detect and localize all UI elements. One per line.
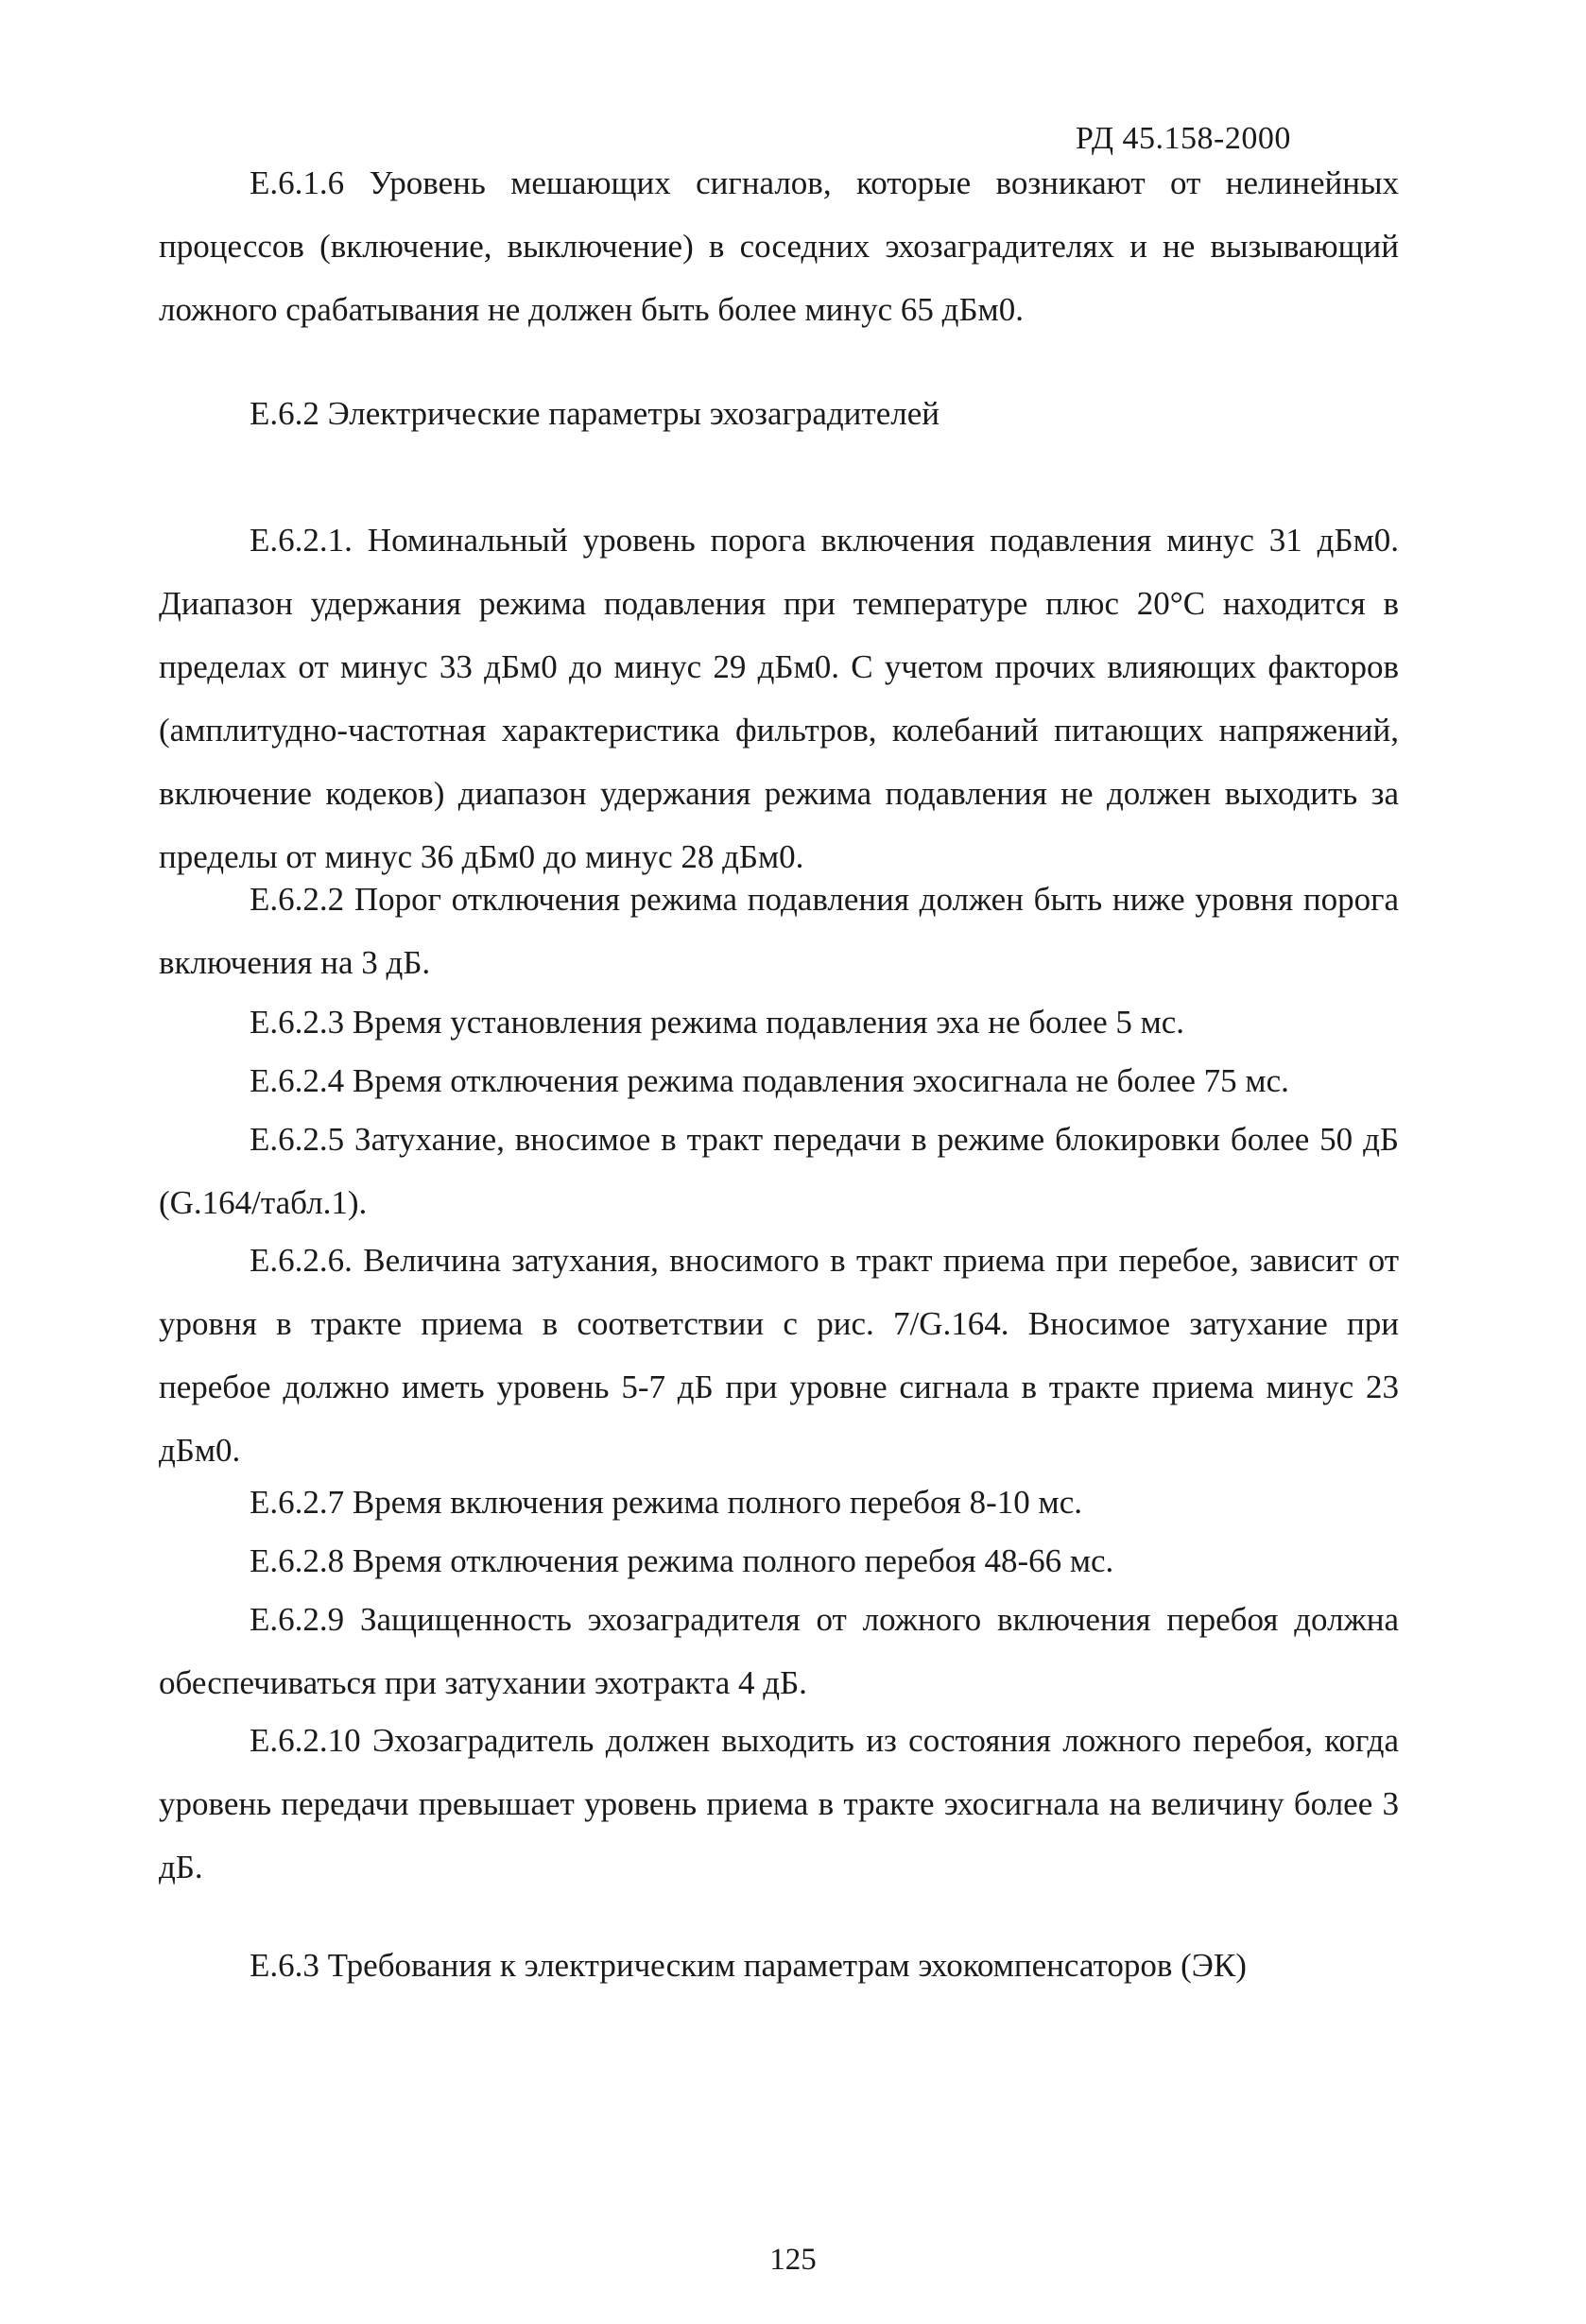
section-heading-e-6-2: Е.6.2 Электрические параметры эхозаградителей [250,395,940,432]
paragraph-e-6-2-10: Е.6.2.10 Эхозаградитель должен выходить из состояния ложного перебоя, когда уровень передачи превышает уровень приема в тракте эхосигнала на величину более 3 дБ. [159,1722,1399,1885]
paragraph-e-6-2-5: Е.6.2.5 Затухание, вносимое в тракт передачи в режиме блокировки более 50 дБ (G.164/табл.1). [159,1121,1399,1221]
paragraph-e-6-2-3: Е.6.2.3 Время установления режима подавления эха не более 5 мс. [250,1004,1185,1041]
document-code-header: РД 45.158-2000 [1076,121,1291,156]
paragraph-e-6-2-7: Е.6.2.7 Время включения режима полного перебоя 8-10 мс. [250,1484,1082,1521]
paragraph-e-6-2-9: Е.6.2.9 Защищенность эхозаградителя от ложного включения перебоя должна обеспечиваться при затухании эхотракта 4 дБ. [159,1601,1399,1701]
paragraph-e-6-2-1: Е.6.2.1. Номинальный уровень порога включения подавления минус 31 дБм0. Диапазон удержания режима подавления при температуре плюс 20°С находится в пределах от минус 33 дБм0 до минус 29 дБм0. С учетом прочих влияющих факторов (амплитудно-частотная характеристика фильтров, колебаний питающих напряжений, включение кодеков) диапазон удержания режима подавления не должен выходить за пределы от минус 36 дБм0 до минус 28 дБм0. [159,522,1399,875]
section-heading-e-6-3: Е.6.3 Требования к электрическим параметрам эхокомпенсаторов (ЭК) [250,1947,1247,1984]
paragraph-e-6-2-6: Е.6.2.6. Величина затухания, вносимого в тракт приема при перебое, зависит от уровня в тракте приема в соответствии с рис. 7/G.164. Вносимое затухание при перебое должно иметь уровень 5-7 дБ при уровне сигнала в тракте приема минус 23 дБм0. [159,1242,1399,1469]
paragraph-e-6-1-6: Е.6.1.6 Уровень мешающих сигналов, которые возникают от нелинейных процессов (включение, выключение) в соседних эхозаградителях и не вызывающий ложного срабатывания не должен быть более минус 65 дБм0. [159,164,1399,328]
paragraph-e-6-2-8: Е.6.2.8 Время отключения режима полного перебоя 48-66 мс. [250,1542,1114,1579]
paragraph-e-6-2-2: Е.6.2.2 Порог отключения режима подавления должен быть ниже уровня порога включения на 3 дБ. [159,881,1399,981]
page-number: 125 [769,2243,817,2277]
paragraph-e-6-2-4: Е.6.2.4 Время отключения режима подавления эхосигнала не более 75 мс. [250,1062,1289,1099]
